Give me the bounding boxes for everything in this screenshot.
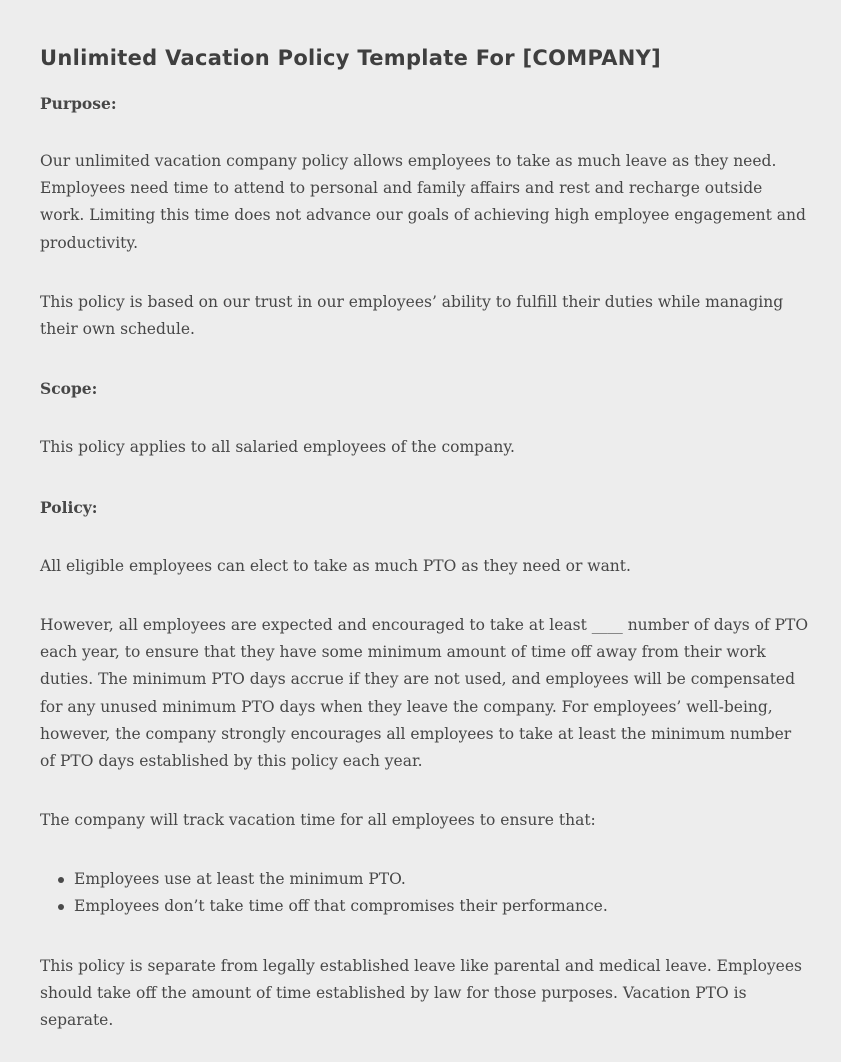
policy-heading: Policy: [40,498,98,517]
list-item [40,866,810,893]
page-title: Unlimited Vacation Policy Template For [COMPANY] [40,46,662,70]
scope-paragraph: This policy applies to all salaried employees of the company. [40,438,515,456]
bullet-icon [58,877,64,883]
bullet-icon [58,904,64,910]
policy-paragraph-1: All eligible employees can elect to take as much PTO as they need or want. [40,557,631,575]
list-item [40,893,810,920]
scope-heading: Scope: [40,379,98,398]
list-item-text: Employees don’t take time off that compromises their performance. [74,897,608,916]
list-item-text: Employees use at least the minimum PTO. [74,870,406,888]
purpose-paragraph-2: This policy is based on our trust in our employees’ ability to fulfill their duties while managing their own schedule. [40,293,784,339]
policy-paragraph-2: However, all employees are expected and encouraged to take at least ____ number of days of PTO each year, to ensure that they have some minimum amount of time off away from their work duties. The minimum PTO days accrue if they are not used, and employees will be compensated for any unused minimum PTO days when they leave the company. For employees’ well-being, however, the company strongly encourages all employees to take at least the minimum number of PTO days established by this policy each year. [40,616,809,771]
purpose-heading: Purpose: [40,94,117,113]
policy-paragraph-4: This policy is separate from legally established leave like parental and medical leave. Employees should take off the amount of time established by law for those purposes. Vacation PTO is separate. [40,957,802,1030]
purpose-paragraph-1: Our unlimited vacation company policy allows employees to take as much leave as they need. Employees need time to attend to personal and family affairs and rest and recharge outside work. Limiting this time does not advance our goals of achieving high employee engagement and productivity. [40,152,806,252]
tracking-list [40,866,810,920]
policy-paragraph-3: The company will track vacation time for all employees to ensure that: [40,811,596,829]
